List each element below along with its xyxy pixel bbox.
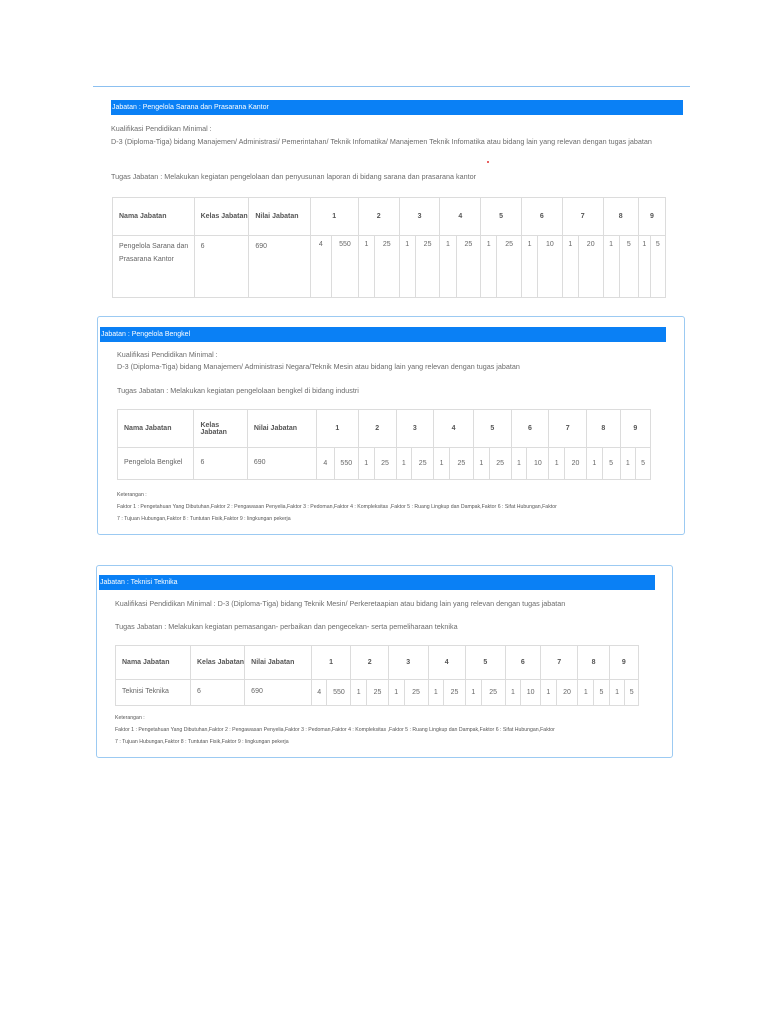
keterangan-label: Keterangan : — [117, 492, 147, 498]
cell-f6-score: 10 — [538, 236, 563, 298]
cell-f4-level: 1 — [440, 236, 456, 298]
cell-f7-level: 1 — [549, 448, 565, 480]
header-factor-5: 5 — [473, 410, 511, 448]
header-factor-3: 3 — [396, 410, 434, 448]
cell-f5-level: 1 — [466, 680, 482, 706]
cell-f7-score: 20 — [565, 448, 587, 480]
header-factor-9: 9 — [620, 410, 650, 448]
header-factor-3: 3 — [399, 198, 440, 236]
section-title-bar: Jabatan : Teknisi Teknika — [99, 575, 655, 590]
cell-nama: Teknisi Teknika — [116, 680, 191, 706]
header-factor-7: 7 — [540, 646, 578, 680]
cell-f7-level: 1 — [562, 236, 578, 298]
header-nama-jabatan: Nama Jabatan — [118, 410, 194, 448]
keterangan-label: Keterangan : — [115, 715, 145, 721]
header-factor-6: 6 — [505, 646, 540, 680]
cell-f2-level: 1 — [358, 236, 374, 298]
table-row — [113, 236, 666, 298]
header-factor-1: 1 — [310, 198, 358, 236]
header-factor-4: 4 — [440, 198, 481, 236]
cell-f7-level: 1 — [540, 680, 556, 706]
keterangan-line-2: 7 : Tujuan Hubungan,Faktor 8 : Tuntutan Fisik,Faktor 9 : lingkungan pekerja — [115, 739, 289, 745]
keterangan-line-2: 7 : Tujuan Hubungan,Faktor 8 : Tuntutan Fisik,Faktor 9 : lingkungan pekerja — [117, 516, 291, 522]
cell-nilai: 690 — [247, 448, 316, 480]
header-factor-8: 8 — [587, 410, 621, 448]
keterangan-line-1: Faktor 1 : Pengetahuan Yang Dibutuhan,Faktor 2 : Pengawasan Penyelia,Faktor 3 : Pedoman,Faktor 4 : Kompleksitas ,Faktor 5 : Ruang Lingkup dan Dampak,Faktor 6 : Sifat Hubungan,Faktor — [115, 727, 555, 733]
tugas-jabatan: Tugas Jabatan : Melakukan kegiatan pemasangan- perbaikan dan pengecekan- serta pemeliharaan teknika — [115, 622, 458, 631]
header-factor-7: 7 — [549, 410, 587, 448]
cell-f8-score: 5 — [602, 448, 620, 480]
cell-f8-score: 5 — [594, 680, 610, 706]
header-factor-2: 2 — [358, 410, 396, 448]
tugas-jabatan: Tugas Jabatan : Melakukan kegiatan pengelolaan dan penyusunan laporan di bidang sarana dan prasarana kantor — [111, 172, 476, 181]
cell-f7-score: 20 — [556, 680, 578, 706]
cell-kelas: 6 — [191, 680, 245, 706]
cell-f1-level: 4 — [316, 448, 334, 480]
cell-f8-score: 5 — [619, 236, 638, 298]
section-title-bar: Jabatan : Pengelola Bengkel — [100, 327, 666, 342]
header-kelas-jabatan: Kelas Jabatan — [191, 646, 245, 680]
cell-nilai: 690 — [245, 680, 312, 706]
header-nama-jabatan: Nama Jabatan — [113, 198, 195, 236]
jabatan-table — [112, 197, 666, 298]
kualifikasi-text: D-3 (Diploma-Tiga) bidang Manajemen/ Administrasi Negara/Teknik Mesin atau bidang lain yang relevan dengan tugas jabatan — [117, 362, 520, 371]
header-factor-5: 5 — [481, 198, 522, 236]
cell-f4-score: 25 — [449, 448, 473, 480]
section-card-teknisi-teknika — [96, 565, 673, 758]
header-nilai-jabatan: Nilai Jabatan — [249, 198, 310, 236]
cell-f4-score: 25 — [456, 236, 481, 298]
cell-f8-level: 1 — [578, 680, 594, 706]
cell-f5-score: 25 — [481, 680, 505, 706]
header-factor-1: 1 — [316, 410, 358, 448]
cell-f2-score: 25 — [374, 448, 396, 480]
cell-f3-level: 1 — [399, 236, 415, 298]
header-factor-4: 4 — [434, 410, 474, 448]
header-nilai-jabatan: Nilai Jabatan — [245, 646, 312, 680]
cell-f8-level: 1 — [587, 448, 603, 480]
kualifikasi-label: Kualifikasi Pendidikan Minimal : — [117, 350, 218, 359]
cell-f3-score: 25 — [404, 680, 428, 706]
cell-f9-level: 1 — [638, 236, 650, 298]
cell-f2-score: 25 — [374, 236, 399, 298]
cell-f8-level: 1 — [603, 236, 619, 298]
header-kelas-jabatan: Kelas Jabatan — [194, 410, 247, 448]
cell-f5-score: 25 — [497, 236, 522, 298]
cell-f6-level: 1 — [521, 236, 537, 298]
jabatan-table — [117, 409, 651, 480]
header-factor-3: 3 — [388, 646, 428, 680]
keterangan-line-1: Faktor 1 : Pengetahuan Yang Dibutuhan,Faktor 2 : Pengawasan Penyelia,Faktor 3 : Pedoman,Faktor 4 : Kompleksitas ,Faktor 5 : Ruang Lingkup dan Dampak,Faktor 6 : Sifat Hubungan,Faktor — [117, 504, 557, 510]
table-row — [118, 448, 651, 480]
cell-f2-score: 25 — [367, 680, 389, 706]
cell-f6-level: 1 — [505, 680, 521, 706]
header-factor-5: 5 — [466, 646, 506, 680]
cell-f3-level: 1 — [388, 680, 404, 706]
cell-nama: Pengelola Bengkel — [118, 448, 194, 480]
cell-f9-score: 5 — [625, 680, 639, 706]
cell-f1-score: 550 — [327, 680, 351, 706]
cell-f4-score: 25 — [444, 680, 466, 706]
table-row — [116, 680, 639, 706]
cell-f1-level: 4 — [310, 236, 331, 298]
header-factor-7: 7 — [562, 198, 603, 236]
tugas-jabatan: Tugas Jabatan : Melakukan kegiatan pengelolaan bengkel di bidang industri — [117, 386, 359, 395]
header-factor-6: 6 — [521, 198, 562, 236]
jabatan-table — [115, 645, 639, 706]
section-card-pengelola-sarana — [93, 86, 690, 298]
header-factor-6: 6 — [511, 410, 549, 448]
cell-f9-score: 5 — [636, 448, 651, 480]
cell-f6-level: 1 — [511, 448, 527, 480]
cell-f4-level: 1 — [434, 448, 450, 480]
cell-f5-score: 25 — [489, 448, 511, 480]
header-factor-8: 8 — [603, 198, 638, 236]
cell-f4-level: 1 — [428, 680, 444, 706]
kualifikasi-label: Kualifikasi Pendidikan Minimal : — [111, 124, 212, 133]
header-factor-9: 9 — [609, 646, 638, 680]
cell-f1-score: 550 — [332, 236, 359, 298]
header-nilai-jabatan: Nilai Jabatan — [247, 410, 316, 448]
section-title-bar: Jabatan : Pengelola Sarana dan Prasarana Kantor — [111, 100, 683, 115]
cell-f5-level: 1 — [473, 448, 489, 480]
kualifikasi-text: Kualifikasi Pendidikan Minimal : D-3 (Diploma-Tiga) bidang Teknik Mesin/ Perkeretaapian atau bidang lain yang relevan dengan tugas jabatan — [115, 599, 566, 608]
cell-f2-level: 1 — [358, 448, 374, 480]
header-factor-8: 8 — [578, 646, 609, 680]
cell-f6-score: 10 — [521, 680, 541, 706]
cell-f2-level: 1 — [351, 680, 367, 706]
header-factor-2: 2 — [351, 646, 389, 680]
header-factor-2: 2 — [358, 198, 399, 236]
cell-f9-score: 5 — [650, 236, 665, 298]
header-kelas-jabatan: Kelas Jabatan — [194, 198, 249, 236]
header-factor-1: 1 — [311, 646, 351, 680]
red-dot-mark — [487, 161, 489, 163]
cell-f7-score: 20 — [578, 236, 603, 298]
cell-nilai: 690 — [249, 236, 310, 298]
cell-f3-level: 1 — [396, 448, 412, 480]
cell-kelas: 6 — [194, 236, 249, 298]
header-factor-9: 9 — [638, 198, 665, 236]
cell-f6-score: 10 — [527, 448, 549, 480]
cell-f9-level: 1 — [620, 448, 636, 480]
cell-f3-score: 25 — [412, 448, 434, 480]
kualifikasi-text: D-3 (Diploma-Tiga) bidang Manajemen/ Administrasi/ Pemerintahan/ Teknik Infomatika/ Manajemen Teknik Infomatika atau bidang lain yang relevan dengan tugas jabatan — [111, 137, 652, 146]
header-nama-jabatan: Nama Jabatan — [116, 646, 191, 680]
cell-f1-level: 4 — [311, 680, 327, 706]
cell-nama: Pengelola Sarana dan Prasarana Kantor — [113, 236, 195, 298]
cell-f1-score: 550 — [334, 448, 358, 480]
section-card-pengelola-bengkel — [97, 316, 685, 535]
header-factor-4: 4 — [428, 646, 466, 680]
cell-f3-score: 25 — [415, 236, 440, 298]
cell-kelas: 6 — [194, 448, 247, 480]
cell-f5-level: 1 — [481, 236, 497, 298]
cell-f9-level: 1 — [609, 680, 625, 706]
